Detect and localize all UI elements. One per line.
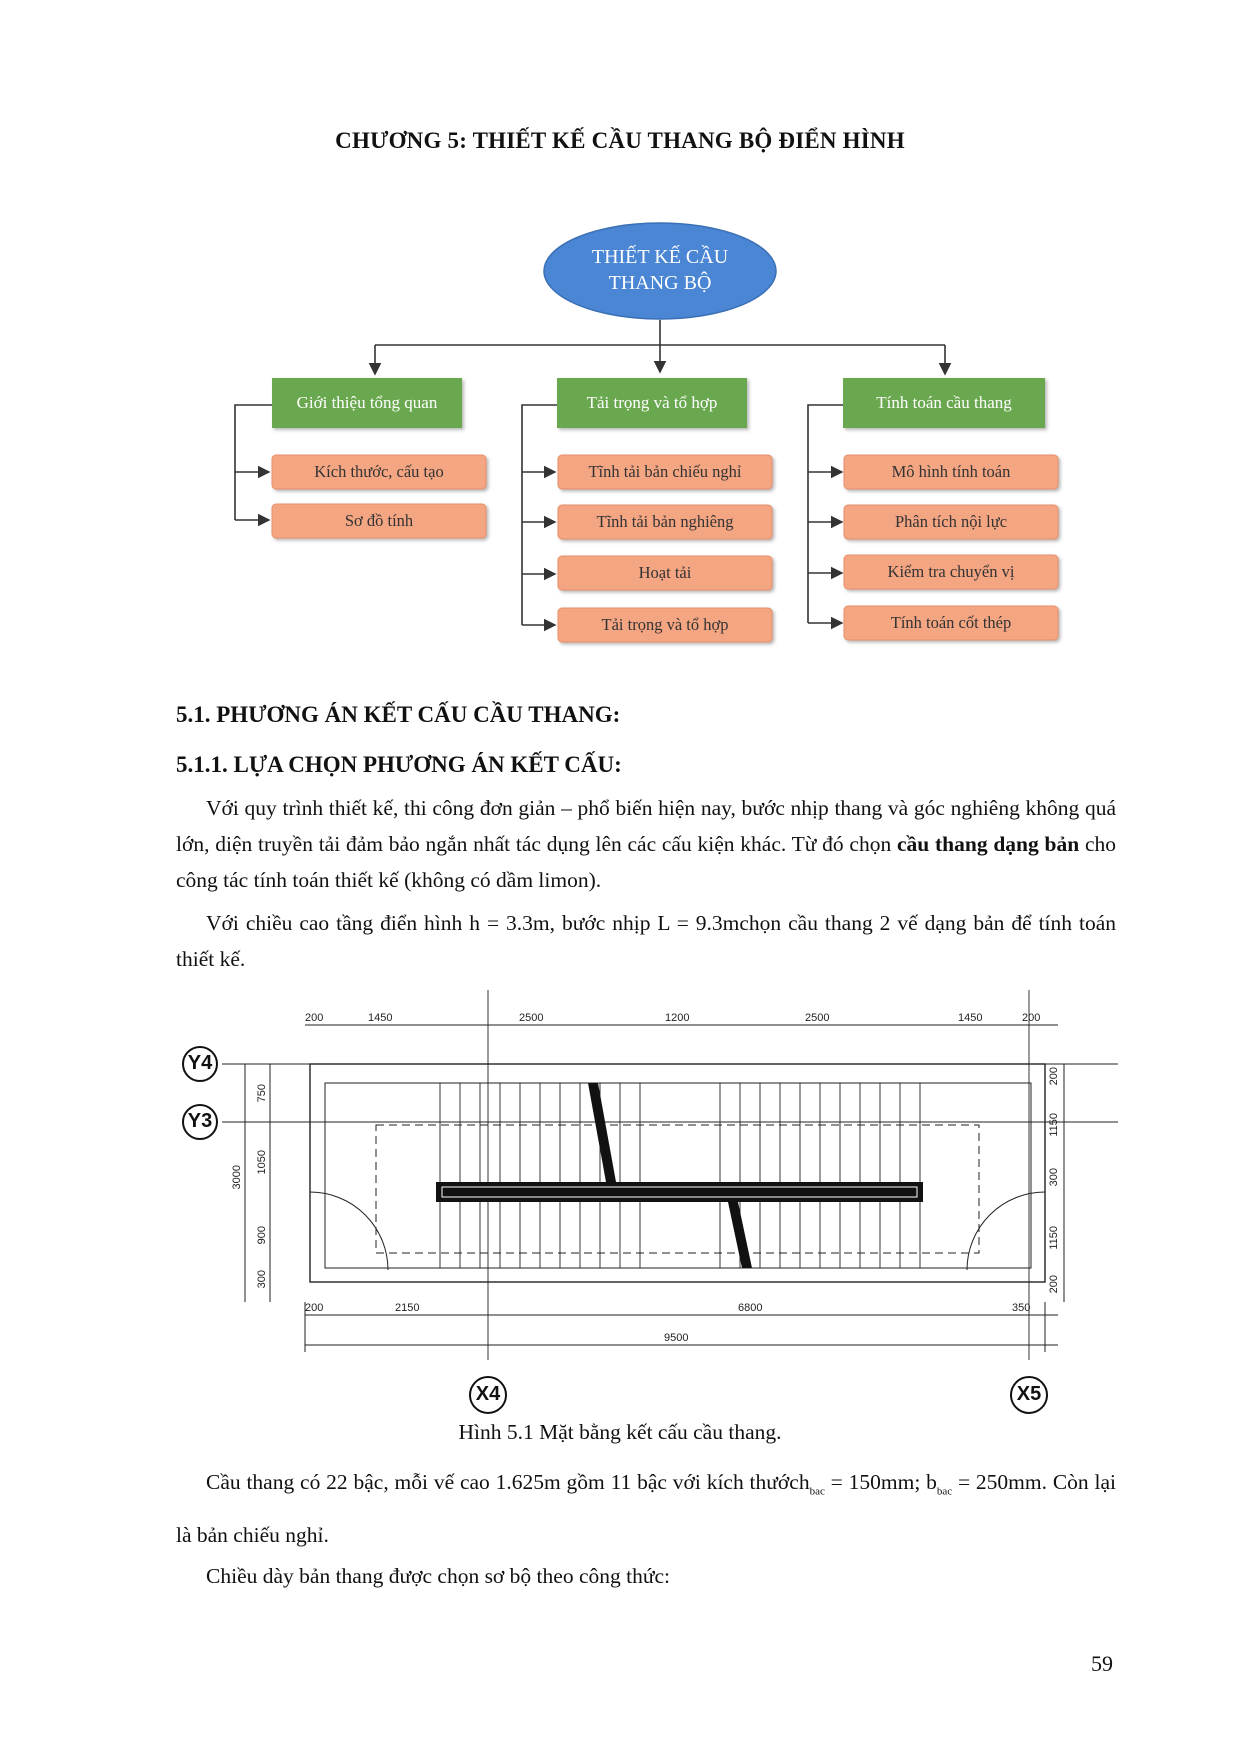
paragraph-dimensions bbox=[176, 905, 1116, 977]
leaf-label: Tĩnh tải bản nghiêng bbox=[596, 512, 734, 531]
dim-left: 750 bbox=[256, 1084, 268, 1103]
page-number: 59 bbox=[1091, 1651, 1113, 1676]
dim-top: 1200 bbox=[665, 1012, 690, 1024]
formula-hbac bbox=[798, 1470, 921, 1498]
leaf-label: Mô hình tính toán bbox=[891, 462, 1011, 481]
leaf-label: Kiểm tra chuyển vị bbox=[887, 562, 1015, 581]
bbac-value: = 250mm bbox=[952, 1470, 1042, 1494]
leaf-label: Phân tích nội lực bbox=[894, 512, 1008, 531]
para2-text-b: , bước nhịp bbox=[549, 911, 658, 935]
leaf-label: Hoạt tải bbox=[638, 563, 692, 582]
axis-label-x4: X4 bbox=[475, 1383, 501, 1405]
leaf-label: Tính toán cốt thép bbox=[890, 613, 1012, 632]
dim-bottom: 200 bbox=[305, 1302, 324, 1314]
hbac-symbol: h bbox=[798, 1470, 810, 1494]
para2-text-c: chọn cầu thang 2 vế dạng bản để tính toán thiết kế. bbox=[176, 911, 1116, 971]
dim-top: 2500 bbox=[805, 1012, 830, 1024]
chapter-title: CHƯƠNG 5: THIẾT KẾ CẦU THANG BỘ ĐIỂN HÌNH bbox=[335, 128, 905, 153]
root-label bbox=[560, 244, 760, 296]
root-label-line1: THIẾT KẾ CẦU bbox=[591, 246, 729, 268]
formula-bbac bbox=[926, 1470, 1042, 1498]
para1-bold: cầu thang dạng bản bbox=[896, 832, 1080, 856]
hbac-value: = 150mm; bbox=[824, 1470, 921, 1494]
formula-h: h = 3.3m bbox=[469, 911, 550, 935]
para3-text-a: Cầu thang có 22 bậc, mỗi vế cao 1.625m gồm 11 bậc với kích thước bbox=[206, 1470, 799, 1494]
dim-bottom: 2150 bbox=[395, 1302, 420, 1314]
branch-title-calc: Tính toán cầu thang bbox=[876, 393, 1012, 412]
dim-bottom: 6800 bbox=[738, 1302, 763, 1314]
leaf-label: Tải trọng và tổ hợp bbox=[601, 615, 729, 634]
paragraph-thickness: Chiều dày bản thang được chọn sơ bộ theo công thức: bbox=[206, 1564, 671, 1588]
dim-left: 300 bbox=[256, 1270, 268, 1289]
stair-plan-drawing bbox=[0, 980, 1240, 1400]
leaf-label: Kích thước, cấu tạo bbox=[314, 462, 444, 481]
section-heading-5-1-1: 5.1.1. LỰA CHỌN PHƯƠNG ÁN KẾT CẤU: bbox=[176, 752, 622, 777]
bbac-subscript: bac bbox=[936, 1485, 953, 1498]
dim-left-total: 3000 bbox=[231, 1165, 243, 1190]
dim-top: 2500 bbox=[519, 1012, 544, 1024]
root-label-line2: THANG BỘ bbox=[608, 272, 712, 294]
para1-text-b: cho công tác tính toán thiết kế (không có dầm limon). bbox=[176, 832, 1116, 892]
hbac-subscript: bac bbox=[809, 1485, 825, 1498]
paragraph-steps bbox=[176, 1460, 1116, 1557]
bbac-symbol: b bbox=[926, 1470, 937, 1494]
para2-text-a: Với chiều cao tầng điển hình bbox=[206, 911, 470, 935]
flowchart-diagram bbox=[0, 0, 1240, 700]
dim-right: 1150 bbox=[1048, 1113, 1060, 1137]
axis-label-y3: Y3 bbox=[187, 1110, 213, 1132]
formula-L: L = 9.3m bbox=[657, 911, 740, 935]
dim-total: 9500 bbox=[664, 1332, 689, 1344]
branch-title-loads: Tải trọng và tổ hợp bbox=[586, 393, 718, 412]
figure-caption: Hình 5.1 Mặt bằng kết cấu cầu thang. bbox=[458, 1420, 782, 1444]
paragraph-structural-choice bbox=[176, 790, 1116, 898]
dim-left: 900 bbox=[256, 1226, 268, 1245]
dim-top: 200 bbox=[305, 1012, 324, 1024]
para1-text-a: Với quy trình thiết kế, thi công đơn giản – phổ biến hiện nay, bước nhịp thang và góc nghiêng không quá lớn, diện truyền tải đảm bảo ngắn nhất tác dụng lên các cấu kiện khác. Từ đó chọn bbox=[176, 796, 1116, 856]
leaf-label: Tĩnh tải bản chiếu nghỉ bbox=[588, 462, 742, 481]
branch-title-overview: Giới thiệu tổng quan bbox=[296, 393, 438, 412]
axis-label-y4: Y4 bbox=[187, 1052, 213, 1074]
leaf-label: Sơ đồ tính bbox=[344, 511, 414, 530]
para3-text-b: . Còn lại là bản chiếu nghỉ. bbox=[176, 1470, 1116, 1548]
dim-top: 200 bbox=[1022, 1012, 1041, 1024]
dim-left: 1050 bbox=[256, 1150, 268, 1175]
dim-bottom: 350 bbox=[1012, 1302, 1031, 1314]
axis-label-x5: X5 bbox=[1016, 1383, 1042, 1405]
dim-right: 200 bbox=[1048, 1275, 1060, 1294]
dim-right: 300 bbox=[1048, 1168, 1060, 1187]
dim-top: 1450 bbox=[368, 1012, 393, 1024]
dim-right: 1150 bbox=[1048, 1226, 1060, 1250]
section-heading-5-1: 5.1. PHƯƠNG ÁN KẾT CẤU CẦU THANG: bbox=[176, 702, 621, 727]
dim-top: 1450 bbox=[958, 1012, 983, 1024]
dim-right: 200 bbox=[1048, 1067, 1060, 1086]
central-beam bbox=[436, 1182, 923, 1202]
